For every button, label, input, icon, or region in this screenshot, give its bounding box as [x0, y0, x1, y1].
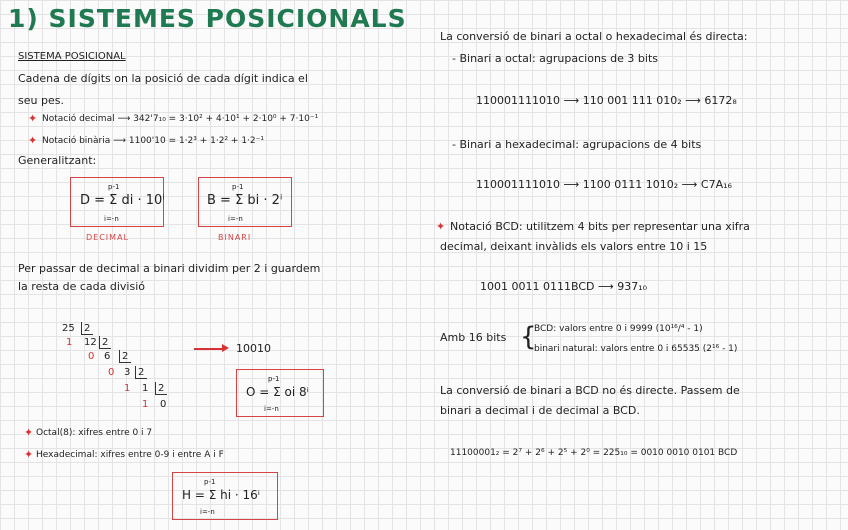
- conversion-intro: La conversió de binari a octal o hexadecimal és directa:: [440, 30, 748, 43]
- remainder-1: 1: [66, 337, 73, 348]
- division-result: 10010: [236, 342, 271, 355]
- page-title: 1) SISTEMES POSICIONALS: [8, 4, 407, 33]
- label-binary: BINARI: [218, 233, 252, 242]
- binary-octal-heading: - Binari a octal: agrupacions de 3 bits: [452, 52, 658, 65]
- hex-note: Hexadecimal: xifres entre 0-9 i entre A i F: [36, 450, 224, 460]
- remainder-5: 1: [142, 399, 149, 410]
- bullet-star-icon: ✦: [28, 134, 38, 147]
- bullet-star-icon: ✦: [24, 448, 34, 461]
- bcd-example: 1001 0011 0111BCD ⟶ 937₁₀: [480, 280, 648, 293]
- quotient-2: 6: [104, 351, 111, 362]
- bullet-star-icon: ✦: [24, 426, 34, 439]
- bullet-star-icon: ✦: [28, 112, 38, 125]
- dividend-1: 25: [62, 323, 75, 334]
- divisor-4: 2: [138, 367, 145, 378]
- amb16-bcd: BCD: valors entre 0 i 9999 (10¹⁶/⁴ - 1): [534, 324, 703, 334]
- divisor-1: 2: [84, 323, 91, 334]
- quotient-3: 3: [124, 367, 131, 378]
- brace-icon: {: [520, 322, 537, 352]
- sum-upper-limit: p-1: [204, 478, 216, 486]
- subtitle-sistema-posicional: SISTEMA POSICIONAL: [18, 51, 126, 62]
- binary-hex-heading: - Binari a hexadecimal: agrupacions de 4 bits: [452, 138, 702, 151]
- divisor-3: 2: [122, 351, 129, 362]
- arrow-right-icon: [222, 344, 229, 352]
- formula-hex: H = Σ hi · 16ⁱ: [182, 488, 260, 502]
- binary-hex-example: 110001111010 ⟶ 1100 0111 1010₂ ⟶ C7A₁₆: [476, 178, 732, 191]
- formula-decimal: D = Σ di · 10ⁱ: [80, 193, 165, 208]
- conversion-text-2: la resta de cada divisió: [18, 280, 145, 293]
- label-decimal: DECIMAL: [86, 233, 129, 242]
- conversion-text-1: Per passar de decimal a binari dividim per 2 i guardem: [18, 262, 321, 275]
- intro-line-2: seu pes.: [18, 94, 64, 107]
- remainder-2: 0: [88, 351, 95, 362]
- formula-binary: B = Σ bi · 2ⁱ: [207, 193, 283, 208]
- quotient-5: 0: [160, 399, 167, 410]
- final-example: 11100001₂ = 2⁷ + 2⁶ + 2⁵ + 2⁰ = 225₁₀ = 0010 0010 0101 BCD: [450, 448, 738, 458]
- sum-upper-limit: p-1: [232, 183, 244, 191]
- bcd-not-direct-2: binari a decimal i de decimal a BCD.: [440, 404, 640, 417]
- remainder-3: 0: [108, 367, 115, 378]
- binary-octal-example: 110001111010 ⟶ 110 001 111 010₂ ⟶ 6172₈: [476, 94, 737, 107]
- sum-lower-limit: i=-n: [200, 508, 215, 516]
- generalitzant-label: Generalitzant:: [18, 154, 97, 167]
- quotient-4: 1: [142, 383, 149, 394]
- octal-note: Octal(8): xifres entre 0 i 7: [36, 428, 153, 438]
- formula-octal: O = Σ oi 8ⁱ: [246, 385, 309, 399]
- sum-upper-limit: p-1: [268, 375, 280, 383]
- quotient-1: 12: [84, 337, 97, 348]
- example-decimal: Notació decimal ⟶ 342'7₁₀ = 3·10² + 4·10¹ + 2·10⁰ + 7·10⁻¹: [42, 114, 319, 124]
- divisor-5: 2: [158, 383, 165, 394]
- arrow-line: [194, 348, 224, 350]
- bcd-line-1: Notació BCD: utilitzem 4 bits per representar una xifra: [450, 220, 750, 233]
- intro-line-1: Cadena de dígits on la posició de cada dígit indica el: [18, 72, 308, 85]
- amb16-natural: binari natural: valors entre 0 i 65535 (2¹⁶ - 1): [534, 344, 738, 354]
- bcd-line-2: decimal, deixant invàlids els valors entre 10 i 15: [440, 240, 708, 253]
- remainder-4: 1: [124, 383, 131, 394]
- sum-lower-limit: i=-n: [264, 405, 279, 413]
- sum-upper-limit: p-1: [108, 183, 120, 191]
- bullet-star-icon: ✦: [436, 220, 446, 233]
- amb16-label: Amb 16 bits: [440, 331, 507, 344]
- divisor-2: 2: [102, 337, 109, 348]
- sum-lower-limit: i=-n: [104, 215, 119, 223]
- example-binary: Notació binària ⟶ 1100'10 = 1·2³ + 1·2² + 1·2⁻¹: [42, 136, 265, 146]
- bcd-not-direct-1: La conversió de binari a BCD no és directe. Passem de: [440, 384, 740, 397]
- sum-lower-limit: i=-n: [228, 215, 243, 223]
